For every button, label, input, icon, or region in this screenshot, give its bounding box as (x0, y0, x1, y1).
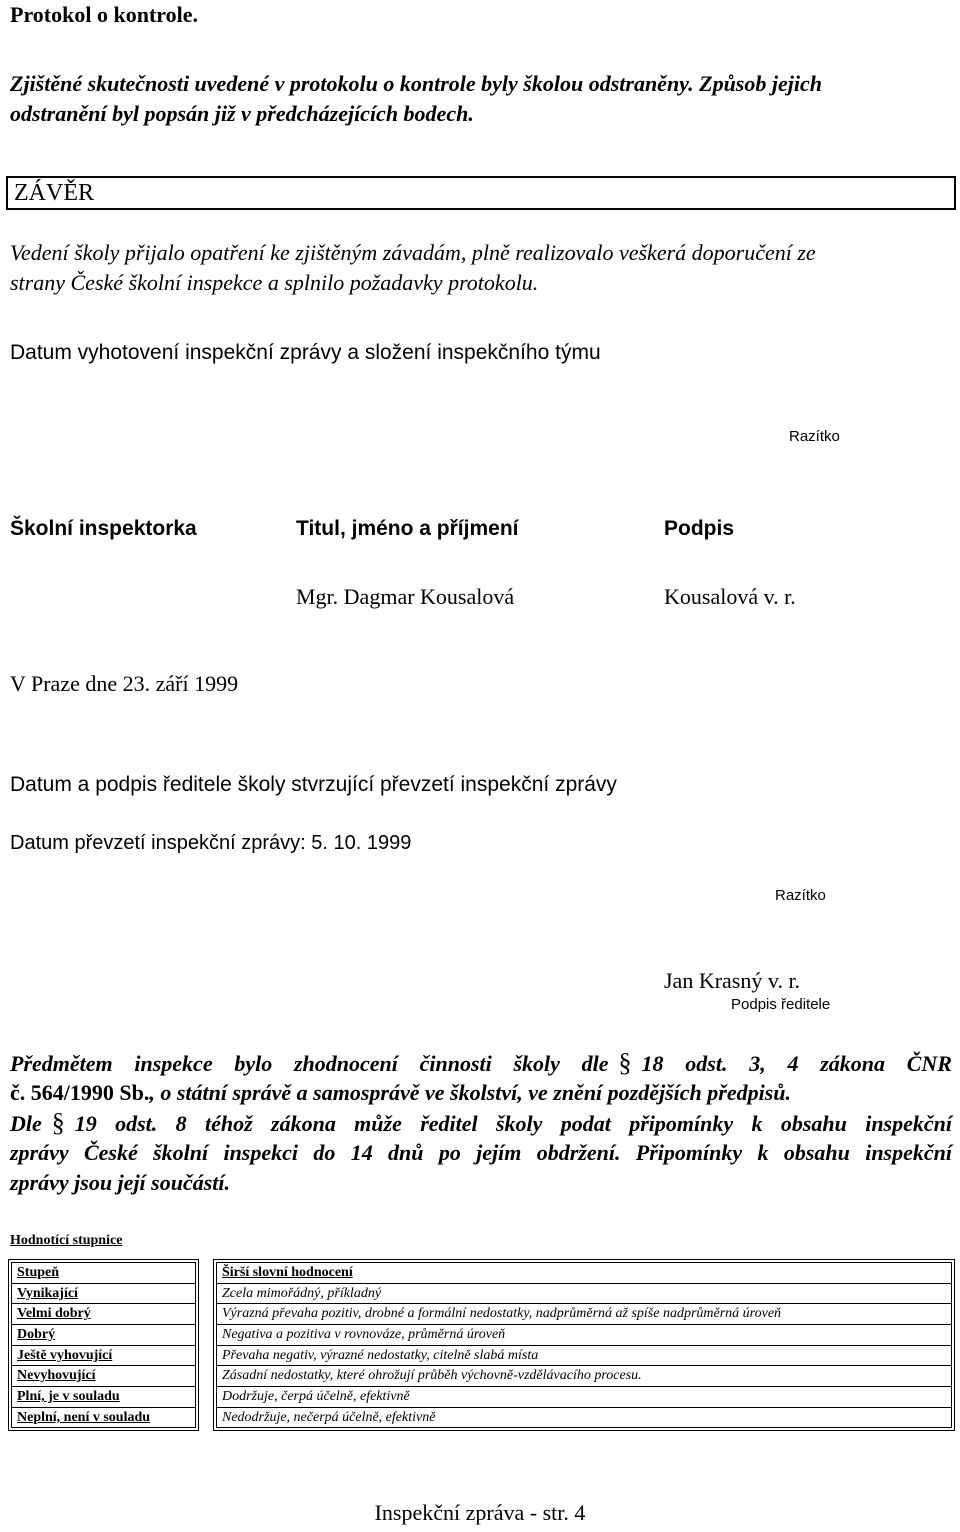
conclusion-heading-box (6, 176, 956, 210)
director-signature-caption: Podpis ředitele (731, 996, 831, 1013)
legal-line-2: č. 564/1990 Sb., o státní správě a samosprávě ve školství, ve znění pozdějších předpisů. (10, 1080, 792, 1105)
conclusion-paragraph-line-1: Vedení školy přijalo opatření ke zjištěným závadám, plně realizovalo veškerá doporučení ze (10, 240, 816, 265)
conclusion-heading: ZÁVĚR (14, 180, 94, 206)
signature-column-header: Podpis (664, 517, 735, 540)
inspector-role: Školní inspektorka (10, 517, 197, 540)
inspector-signature: Kousalová v. r. (664, 584, 796, 609)
table-row: Neplní, není v souladu (17, 1409, 151, 1425)
table-header-grade: Stupeň (12, 1263, 195, 1284)
place-date: V Praze dne 23. září 1999 (10, 671, 239, 696)
legal-line-3: Dle § 19 odst. 8 téhož zákona může ředitel školy podat připomínky k obsahu inspekční (10, 1108, 952, 1137)
table-row: Ještě vyhovující (12, 1346, 195, 1367)
team-stamp-label: Razítko (789, 428, 840, 445)
conclusion-paragraph-line-2: strany České školní inspekce a splnilo požadavky protokolu. (10, 270, 539, 295)
control-paragraph-line-1: Zjištěné skutečnosti uvedené v protokolu o kontrole byly školou odstraněny. Způsob jejich (10, 71, 822, 96)
table-row: Vynikající (12, 1284, 195, 1305)
legal-line-4: zprávy České školní inspekci do 14 dnů po jejím obdržení. Připomínky k obsahu inspekční (10, 1140, 952, 1165)
director-stamp-label: Razítko (775, 887, 826, 904)
section-sign: § (618, 1048, 632, 1077)
table-row: Zásadní nedostatky, které ohrožují průběh výchovně-vzdělávacího procesu. (217, 1366, 951, 1387)
table-row: Dodržuje, čerpá účelně, efektivně (217, 1387, 951, 1408)
inspector-name: Mgr. Dagmar Kousalová (296, 584, 515, 609)
name-column-header: Titul, jméno a příjmení (296, 517, 519, 540)
legal-line-1: Předmětem inspekce bylo zhodnocení činnosti školy dle § 18 odst. 3, 4 zákona ČNR (10, 1048, 952, 1077)
scale-title: Hodnotící stupnice (10, 1233, 123, 1248)
scale-grade-table (8, 1259, 199, 1431)
team-heading: Datum vyhotovení inspekční zprávy a složení inspekčního týmu (10, 341, 601, 364)
table-header-description: Širší slovní hodnocení (217, 1263, 951, 1284)
table-row: Plní, je v souladu (12, 1387, 195, 1408)
table-row: Výrazná převaha pozitiv, drobné a formální nedostatky, nadprůměrná až spíše nadprůměrná úroveň (217, 1304, 951, 1325)
table-row: Převaha negativ, výrazné nedostatky, citelně slabá místa (217, 1346, 951, 1367)
legal-paragraph (10, 1048, 952, 1198)
page-footer: Inspekční zpráva - str. 4 (374, 1500, 586, 1525)
table-row: Nevyhovující (12, 1366, 195, 1387)
legal-line-5: zprávy jsou její součástí. (10, 1170, 231, 1195)
director-signature: Jan Krasný v. r. (664, 968, 801, 993)
director-heading: Datum a podpis ředitele školy stvrzující převzetí inspekční zprávy (10, 773, 617, 796)
table-row: Dobrý (12, 1325, 195, 1346)
table-row: Zcela mimořádný, příkladný (217, 1284, 951, 1305)
receipt-date: Datum převzetí inspekční zprávy: 5. 10. 1999 (10, 832, 412, 854)
scale-description-table (213, 1259, 955, 1431)
table-row: Velmi dobrý (12, 1304, 195, 1325)
control-paragraph-line-2: odstranění byl popsán již v předcházejících bodech. (10, 101, 474, 126)
table-row: Negativa a pozitiva v rovnováze, průměrná úroveň (217, 1325, 951, 1346)
table-row: Nedodržuje, nečerpá účelně, efektivně (222, 1409, 436, 1425)
section-sign: § (51, 1108, 65, 1137)
page-heading: Protokol o kontrole. (10, 2, 199, 27)
